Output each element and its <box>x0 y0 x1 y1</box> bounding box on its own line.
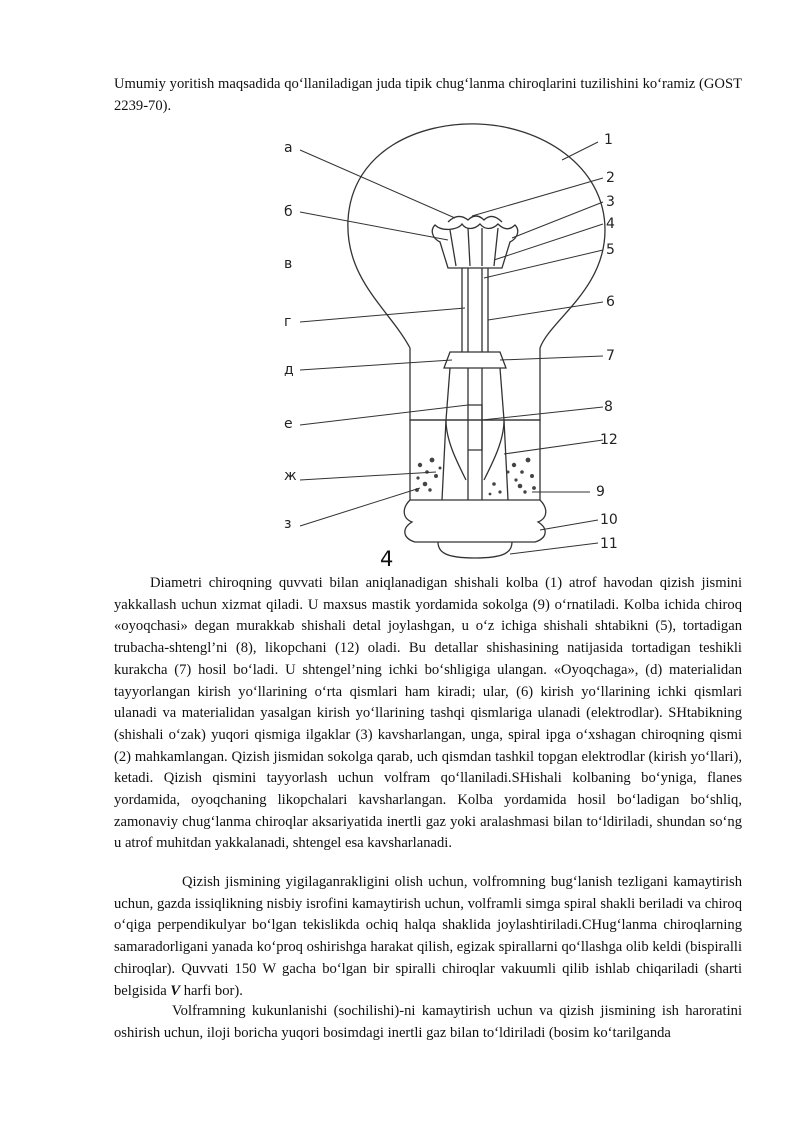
label-7: 7 <box>606 348 615 364</box>
filament <box>448 216 502 222</box>
label-z: з <box>284 516 292 532</box>
label-e: е <box>284 416 293 432</box>
base-cement <box>415 458 536 496</box>
label-g: г <box>284 314 292 330</box>
glass-rod <box>462 268 488 352</box>
press <box>444 352 506 368</box>
paragraph-1: Diametri chiroqning quvvati bilan aniqlanadigan shishali kolba (1) atrof havodan qizish jismini yakkallash uchun xizmat qiladi. U maxsus mastik yordamida sokolga (9) o‘rnatiladi. Kolba ichida chiroq «oyoqchasi» degan murakkab shishali detal joylashgan, u o‘z ichiga shishali shtabikni (5), tortadigan trubacha-shtengl’ni (8), likopchani (12) oladi. Bu detallar shishasining natijasida tortadigan teshikli kurakcha (7) hosil bo‘ladi. U shtengel’ning ichki bo‘shligiga ulangan. «Oyoqchaga», (d) materialidan tayyorlangan kirish yo‘llarining o‘rta qismlari ham kiradi; ular, (6) kirish yo‘llarining ichki qismlari ulanadi va materialidan yasalgan kirish yo‘llarining tashqi qismlariga ulanadi (elektrodlar). SHtabikning (shishali o‘zak) yuqori qismiga ilgaklar (3) kavsharlangan, unga, spiral ipga o‘xshagan chiroqning qismi (2) mahkamlangan. Qizish jismidan sokolga qarab, uch qismdan tashkil topgan elektrodlar (kirish yo‘llari), ketadi. Qizish qismini tayyorlash uchun volfram qo‘llaniladi.SHishali kolbaning bo‘yniga, flanes yordamida, oyoqchaning likopchalari kavsharlangan. Kolba yordamida hosil bo‘ladigan bo‘shliq, zamonaviy chug‘lanma chiroqlar aksariyatida inertli gaz yoki aralashmasi bilan to‘ldiriladi, shundan so‘ng u atrof muhitdan yakkalanadi, shtengel esa kavsharlanadi. <box>114 575 742 852</box>
intro-paragraph: Umumiy yoritish maqsadida qo‘llaniladigan juda tipik chug‘lanma chiroqlarini tuzilishini ko‘ramiz (GOST 2239-70). <box>114 76 742 114</box>
label-2: 2 <box>606 170 615 186</box>
paragraph-2 <box>114 872 742 1002</box>
label-3: 3 <box>606 194 615 210</box>
label-a: а <box>284 140 293 156</box>
paragraph-2-text: Qizish jismining yigilaganrakligini olish uchun, volfromning bug‘lanish tezligani kamaytirish uchun, gazda issiqlikning nisbiy isrofini kamaytirish uchun, volframli simga spiral shakli beriladi va chiroq o‘qiga perpendikulyar bo‘lgan tekislikda ochiq halqa shaklida joylashtiriladi.CHug‘lanma chiroqlarning samaradorligani yanada ko‘proq oshirishga harakat qilish, egizak spirallarni qo‘llashga olib keldi (bispiralli chiroqlar). Quvvati 150 W gacha bo‘lgan bir spiralli chiroqlar vakuumli qilib ishlab chiqariladi (sharti belgisida <box>114 874 742 999</box>
label-zh: ж <box>284 468 297 484</box>
label-1: 1 <box>604 132 613 148</box>
paragraph-2-tail: harfi bor). <box>180 982 243 999</box>
label-b: б <box>284 204 293 220</box>
filament-crown <box>432 224 517 268</box>
paragraph-3: Volframning kukunlanishi (sochilishi)-ni kamaytirish uchun va qizish jismining ish haroratini oshirish uchun, iloji boricha yuqori bosimdagi inertli gaz bilan to‘ldiriladi (bosim ko‘tarilganda <box>114 1003 742 1041</box>
base-contact <box>438 542 512 558</box>
exhaust-tube <box>468 368 482 500</box>
label-11: 11 <box>600 536 618 552</box>
label-4: 4 <box>606 216 615 232</box>
label-v: в <box>284 256 293 272</box>
label-12: 12 <box>600 432 618 448</box>
label-8: 8 <box>604 399 613 415</box>
label-10: 10 <box>600 512 618 528</box>
figure-number: 4 <box>380 547 394 570</box>
lamp-diagram <box>270 120 640 570</box>
label-6: 6 <box>606 294 615 310</box>
label-9: 9 <box>596 484 605 500</box>
label-d: д <box>284 362 294 378</box>
lamp-diagram-svg <box>270 120 640 570</box>
paragraph-2-emphasis: V <box>170 982 181 999</box>
label-5: 5 <box>606 242 615 258</box>
